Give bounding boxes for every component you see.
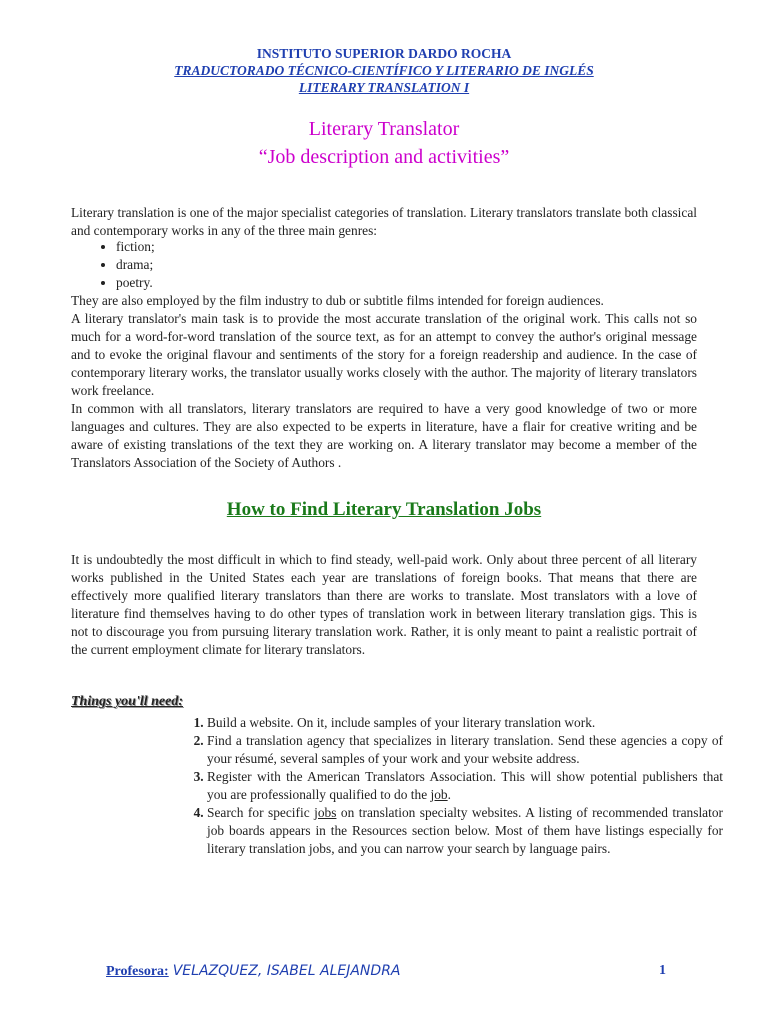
section-heading-text: How to Find Literary Translation Jobs: [226, 499, 542, 520]
step3-text: Register with the American Translators Association. This will show potential publishers that you are professionally qualified to do the: [207, 769, 723, 802]
title-line-1: Literary Translator: [308, 118, 460, 140]
list-item: [207, 768, 723, 804]
step4-text: Search for specific: [207, 805, 315, 820]
knowledge-paragraph: In common with all translators, literary translators are required to have a very good knowledge of two or more languages and cultures. They are also expected to be experts in literature, have a flair for creative writing and be aware of existing translations of the text they are working on. A literary translator may become a member of the Translators Association of the Society of Authors .: [71, 401, 697, 470]
step4-end: on translation specialty websites. A listing of recommended translator job boards appears in the Resources section below. Most of them have listings especially for literary translation jobs, and you can narrow your search by language pairs.: [207, 805, 723, 856]
title-line-2: “Job description and activities”: [258, 146, 510, 168]
institute-name: INSTITUTO SUPERIOR DARDO ROCHA: [256, 46, 512, 61]
things-heading: Things you'll need:: [71, 694, 184, 709]
list-item: • fiction;: [116, 238, 155, 256]
jobs-link[interactable]: jobs: [314, 805, 337, 820]
teacher-label: Profesora:: [106, 964, 169, 979]
steps-list: [181, 714, 723, 858]
job-link[interactable]: job: [430, 787, 448, 802]
document-title: [0, 115, 768, 171]
list-item: 2. Find a translation agency that specializes in literary translation. Send these agencies a copy of your résumé, several samples of your work and your website address.: [207, 732, 723, 768]
intro-paragraph: Literary translation is one of the major specialist categories of translation. Literary translators translate both classical and contemporary works in any of the three main genres:: [71, 205, 697, 238]
page-number: 1: [659, 963, 666, 978]
list-item: 1. Build a website. On it, include samples of your literary translation work.: [207, 714, 723, 732]
step3-end: .: [447, 787, 451, 802]
program-name: TRADUCTORADO TÉCNICO-CIENTÍFICO Y LITERARIO DE INGLÉS: [174, 63, 594, 78]
jobs-paragraph: It is undoubtedly the most difficult in which to find steady, well-paid work. Only about three percent of all literary works published in the United States each year are translations of foreign books. That means that there are effectively more qualified literary translators than there are works to translate. Most translators with a love of literature find themselves having to do other types of translation work in between literary translation gigs. This is not to discourage you from pursuing literary translation work. Rather, it is only meant to paint a realistic portrait of the current employment climate for literary translators.: [71, 552, 697, 657]
teacher-name: VELAZQUEZ, ISABEL ALEJANDRA: [172, 963, 401, 979]
page-footer: [106, 963, 666, 980]
film-industry-paragraph: They are also employed by the film industry to dub or subtitle films intended for foreign audiences.: [71, 293, 604, 308]
main-task-paragraph: A literary translator's main task is to provide the most accurate translation of the original work. This calls not so much for a word-for-word translation of the source text, as for an attempt to convey the author's original message and to evoke the original flavour and sentiments of the story for a foreign readership and audience. In the case of contemporary literary works, the translator usually works closely with the author. The majority of literary translators work freelance.: [71, 311, 697, 398]
genre-list: [71, 238, 155, 292]
course-name: LITERARY TRANSLATION I: [298, 80, 470, 95]
list-item: • poetry.: [116, 274, 155, 292]
section-heading: [0, 497, 768, 523]
list-item: [207, 804, 723, 858]
document-header: [0, 45, 768, 96]
list-item: • drama;: [116, 256, 155, 274]
